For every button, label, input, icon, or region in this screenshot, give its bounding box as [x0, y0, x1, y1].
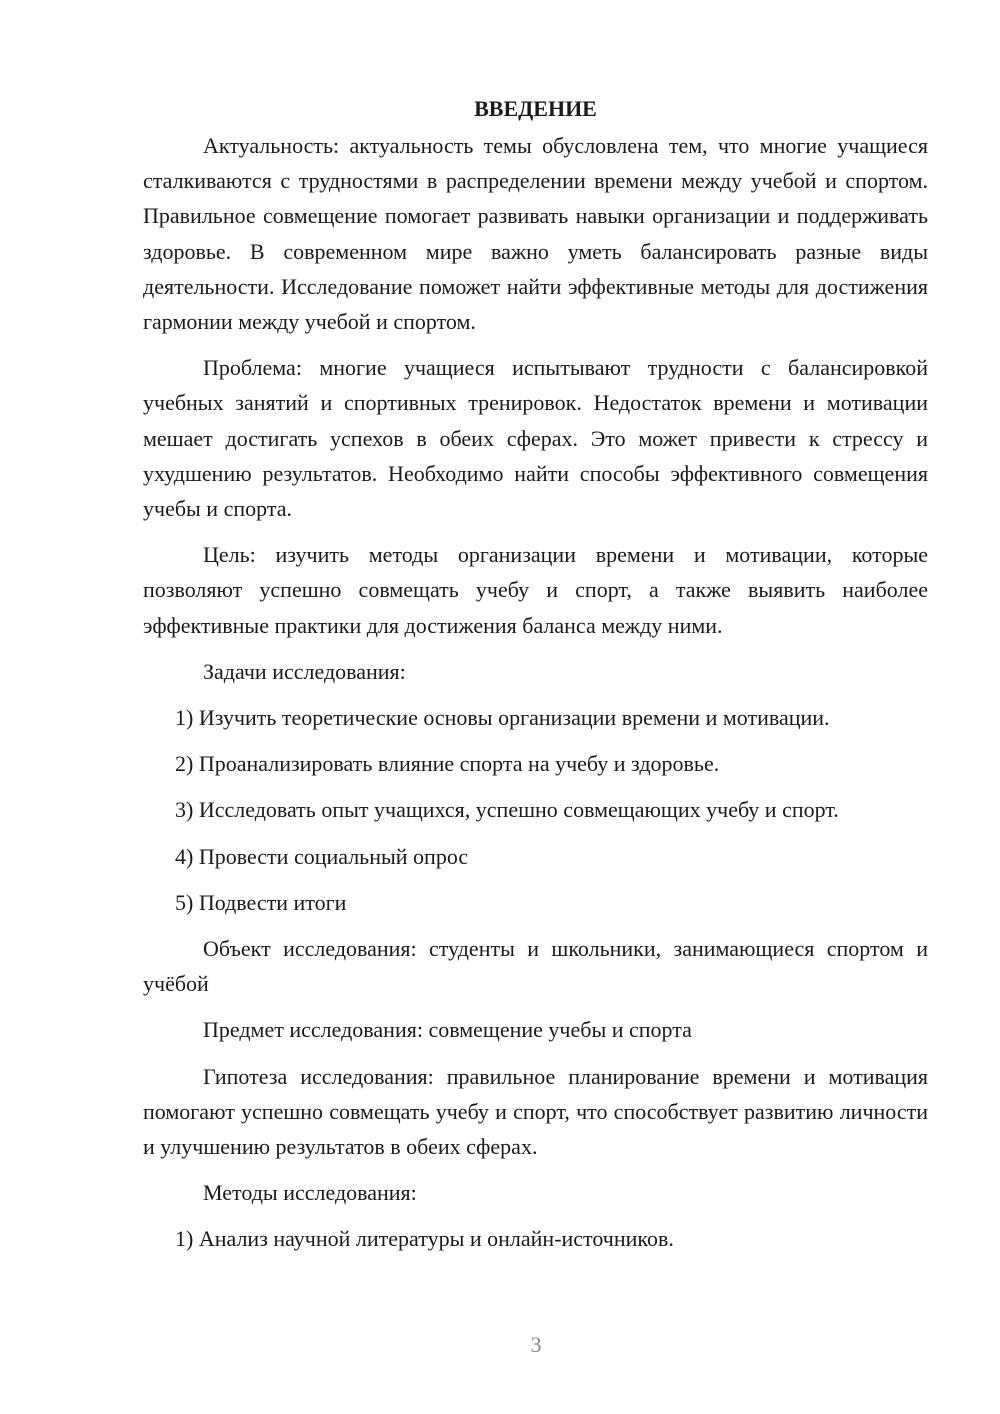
object-paragraph: Объект исследования: студенты и школьники, занимающиеся спортом и учёбой: [143, 936, 928, 997]
goal-paragraph: Цель: изучить методы организации времени и мотивации, которые позволяют успешно совмещать учебу и спорт, а также выявить наиболее эффективные практики для достижения баланса между ними.: [143, 542, 928, 638]
task-item-5: 5) Подвести итоги: [175, 889, 347, 915]
task-item-4: 4) Провести социальный опрос: [175, 843, 469, 869]
section-title: ВВЕДЕНИЕ: [474, 96, 597, 121]
task-item-3: 3) Исследовать опыт учащихся, успешно совмещающих учебу и спорт.: [175, 797, 839, 823]
method-item-1: 1) Анализ научной литературы и онлайн-источников.: [175, 1226, 674, 1252]
relevance-paragraph: Актуальность: актуальность темы обусловлена тем, что многие учащиеся сталкиваются с трудностями в распределении времени между учебой и спортом. Правильное совмещение помогает развивать навыки организации и поддерживать здоровье. В современном мире важно уметь балансировать разные виды деятельности. Исследование поможет найти эффективные методы для достижения гармонии между учебой и спортом.: [143, 133, 928, 335]
methods-list: [143, 1221, 928, 1256]
tasks-heading: Задачи исследования:: [203, 658, 406, 684]
task-item-2: 2) Проанализировать влияние спорта на учебу и здоровье.: [175, 751, 720, 777]
methods-heading: Методы исследования:: [203, 1180, 417, 1206]
page-body: [143, 92, 928, 1257]
problem-paragraph: Проблема: многие учащиеся испытывают трудности с балансировкой учебных занятий и спортивных тренировок. Недостаток времени и мотивации мешает достигать успехов в обеих сферах. Это может привести к стрессу и ухудшению результатов. Необходимо найти способы эффективного совмещения учебы и спорта.: [143, 355, 928, 522]
hypothesis-paragraph: Гипотеза исследования: правильное планирование времени и мотивация помогают успешно совмещать учебу и спорт, что способствует развитию личности и улучшению результатов в обеих сферах.: [143, 1063, 928, 1160]
tasks-list: [143, 700, 928, 920]
task-item-1: 1) Изучить теоретические основы организации времени и мотивации.: [175, 705, 830, 731]
page-number: 3: [530, 1332, 542, 1357]
subject-paragraph: Предмет исследования: совмещение учебы и спорта: [203, 1017, 692, 1043]
